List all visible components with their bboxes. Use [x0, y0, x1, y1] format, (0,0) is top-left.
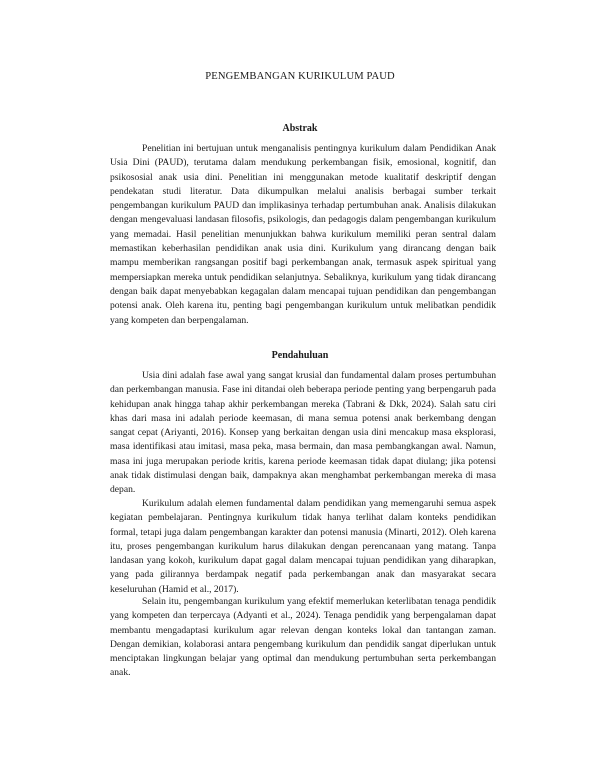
pendahuluan-heading: Pendahuluan: [271, 350, 329, 361]
pendahuluan-paragraph-2: Kurikulum adalah elemen fundamental dalam pendidikan yang memengaruhi semua aspek kegiatan pembelajaran. Pentingnya kurikulum tidak hanya terlihat dalam konteks pendidikan formal, tetapi juga dalam pengembangan karakter dan potensi manusia (Minarti, 2012). Oleh karena itu, proses pengembangan kurikulum harus dilakukan dengan perencanaan yang matang. Tanpa landasan yang kokoh, kurikulum dapat gagal dalam mencapai tujuan pendidikan yang diharapkan, yang pada gilirannya berdampak negatif pada perkembangan anak dan masyarakat secara keseluruhan (Hamid et al., 2017).: [110, 498, 496, 595]
abstract-paragraph: Penelitian ini bertujuan untuk menganalisis pentingnya kurikulum dalam Pendidikan Anak Usia Dini (PAUD), terutama dalam mendukung perkembangan fisik, emosional, kognitif, dan psikososial anak usia dini. Penelitian ini menggunakan metode kualitatif deskriptif dengan pendekatan studi literatur. Data dikumpulkan melalui analisis berbagai sumber terkait pengembangan kurikulum PAUD dan implikasinya terhadap pertumbuhan anak. Analisis dilakukan dengan mengevaluasi landasan filosofis, psikologis, dan pedagogis dalam pengembangan kurikulum yang memadai. Hasil penelitian menunjukkan bahwa kurikulum memiliki peran sentral dalam memastikan keberhasilan pendidikan anak usia dini. Kurikulum yang dirancang dengan baik mampu memberikan rangsangan positif bagi perkembangan anak, termasuk aspek spiritual yang mempersiapkan mereka untuk pendidikan selanjutnya. Sebaliknya, kurikulum yang tidak dirancang dengan baik dapat menyebabkan kegagalan dalam mencapai tujuan pendidikan dan pengembangan potensi anak. Oleh karena itu, penting bagi pengembangan kurikulum untuk melibatkan pendidik yang kompeten dan berpengalaman.: [110, 143, 496, 326]
pendahuluan-paragraph-3: Selain itu, pengembangan kurikulum yang efektif memerlukan keterlibatan tenaga pendidik yang kompeten dan terpercaya (Adyanti et al., 2024). Tenaga pendidik yang berpengalaman dapat membantu mengadaptasi kurikulum agar relevan dengan konteks lokal dan tantangan zaman. Dengan demikian, kolaborasi antara pengembang kurikulum dan pendidik sangat diperlukan untuk menciptakan lingkungan belajar yang optimal dan mendukung pertumbuhan serta perkembangan anak.: [110, 596, 496, 679]
abstract-heading: Abstrak: [282, 123, 318, 134]
pendahuluan-paragraph-1: Usia dini adalah fase awal yang sangat krusial dan fundamental dalam proses pertumbuhan dan perkembangan manusia. Fase ini ditandai oleh beberapa periode penting yang berpengaruh pada kehidupan anak hingga tahap akhir perkembangan mereka (Tabrani & Dkk, 2024). Salah satu ciri khas dari masa ini adalah periode keemasan, di mana semua potensi anak berkembang dengan sangat cepat (Ariyanti, 2016). Konsep yang berkaitan dengan usia dini mencakup masa eksplorasi, masa identifikasi atau imitasi, masa peka, masa bermain, dan masa pembangkangan awal. Namun, masa ini juga merupakan periode kritis, karena periode keemasan tidak dapat diulang; jika potensi anak tidak distimulasi dengan baik, dampaknya akan menghambat perkembangan mereka di masa depan.: [110, 370, 496, 496]
document-title: PENGEMBANGAN KURIKULUM PAUD: [205, 71, 395, 82]
